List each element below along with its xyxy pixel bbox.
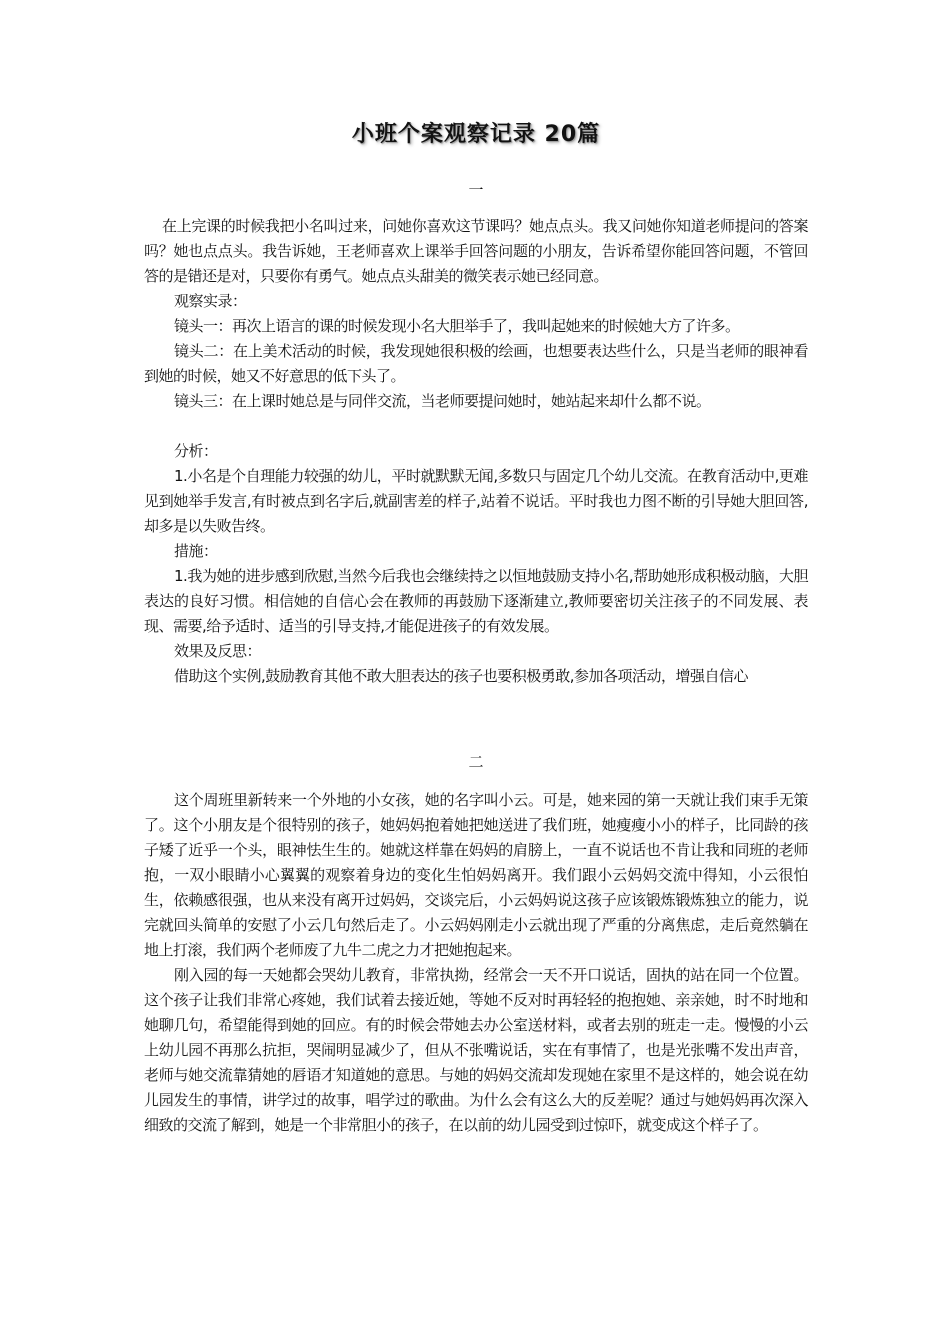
reflection-paragraph: 借助这个实例,鼓励教育其他不敢大胆表达的孩子也要积极勇敢,参加各项活动，增强自信心 bbox=[174, 667, 749, 685]
intro-paragraph: 在上完课的时候我把小名叫过来，问她你喜欢这节课吗？她点点头。我又问她你知道老师提问的答案吗？她也点点头。我告诉她，王老师喜欢上课举手回答问题的小朋友，告诉希望你能回答问题，不管回答的是错还是对，只要你有勇气。她点点头甜美的微笑表示她已经同意。 bbox=[144, 217, 808, 285]
observation-shot-2: 镜头二：在上美术活动的时候，我发现她很积极的绘画，也想要表达些什么，只是当老师的眼神看到她的时候，她又不好意思的低下头了。 bbox=[144, 342, 808, 385]
section-2-paragraph-2: 刚入园的每一天她都会哭幼儿教育，非常执拗，经常会一天不开口说话，固执的站在同一个位置。这个孩子让我们非常心疼她，我们试着去接近她，等她不反对时再轻轻的抱抱她、亲亲她，时不时地和她聊几句，希望能得到她的回应。有的时候会带她去办公室送材料，或者去别的班走一走。慢慢的小云上幼儿园不再那么抗拒，哭闹明显减少了，但从不张嘴说话，实在有事情了，也是光张嘴不发出声音，老师与她交流靠猜她的唇语才知道她的意思。与她的妈妈交流却发现她在家里不是这样的，她会说在幼儿园发生的事情，讲学过的故事，唱学过的歌曲。为什么会有这么大的反差呢？通过与她妈妈再次深入细致的交流了解到，她是一个非常胆小的孩子，在以前的幼儿园受到过惊吓，就变成这个样子了。 bbox=[144, 966, 808, 1134]
reflection-heading: 效果及反思： bbox=[174, 642, 262, 660]
measures-paragraph: 1.我为她的进步感到欣慰,当然今后我也会继续持之以恒地鼓励支持小名,帮助她形成积极动脑，大胆表达的良好习惯。相信她的自信心会在教师的再鼓励下逐渐建立,教师要密切关注孩子的不同发展、表现、需要,给予适时、适当的引导支持,才能促进孩子的有效发展。 bbox=[144, 567, 808, 635]
section-2-paragraph-1: 这个周班里新转来一个外地的小女孩，她的名字叫小云。可是，她来园的第一天就让我们束手无策了。这个小朋友是个很特别的孩子，她妈妈抱着她把她送进了我们班，她瘦瘦小小的样子，比同龄的孩子矮了近乎一个头，眼神怯生生的。她就这样靠在妈妈的肩膀上，一直不说话也不肯让我和同班的老师抱，一双小眼睛小心翼翼的观察着身边的变化生怕妈妈离开。我们跟小云妈妈交流中得知，小云很怕生，依赖感很强，也从来没有离开过妈妈，交谈完后，小云妈妈说这孩子应该锻炼锻炼独立的能力，说完就回头简单的安慰了小云几句然后走了。小云妈妈刚走小云就出现了严重的分离焦虑，走后竟然躺在地上打滚，我们两个老师废了九牛二虎之力才把她抱起来。 bbox=[144, 791, 808, 959]
section-number-2: 二 bbox=[468, 753, 484, 771]
analysis-heading: 分析： bbox=[174, 442, 218, 460]
observation-shot-1: 镜头一：再次上语言的课的时候发现小名大胆举手了，我叫起她来的时候她大方了许多。 bbox=[174, 317, 740, 335]
observation-shot-3: 镜头三：在上课时她总是与同伴交流，当老师要提问她时，她站起来却什么都不说。 bbox=[174, 392, 711, 410]
section-1-body bbox=[144, 214, 808, 689]
document-title: 小班个案观察记录 20篇 bbox=[351, 122, 601, 147]
analysis-paragraph: 1.小名是个自理能力较强的幼儿，平时就默默无闻,多数只与固定几个幼儿交流。在教育活动中,更难见到她举手发言,有时被点到名字后,就副害差的样子,站着不说话。平时我也力图不断的引导她大胆回答,却多是以失败告终。 bbox=[144, 467, 808, 535]
observation-heading: 观察实录： bbox=[174, 292, 247, 310]
measures-heading: 措施： bbox=[174, 542, 218, 560]
section-2-body bbox=[144, 788, 808, 1138]
section-number-1: 一 bbox=[468, 181, 484, 199]
